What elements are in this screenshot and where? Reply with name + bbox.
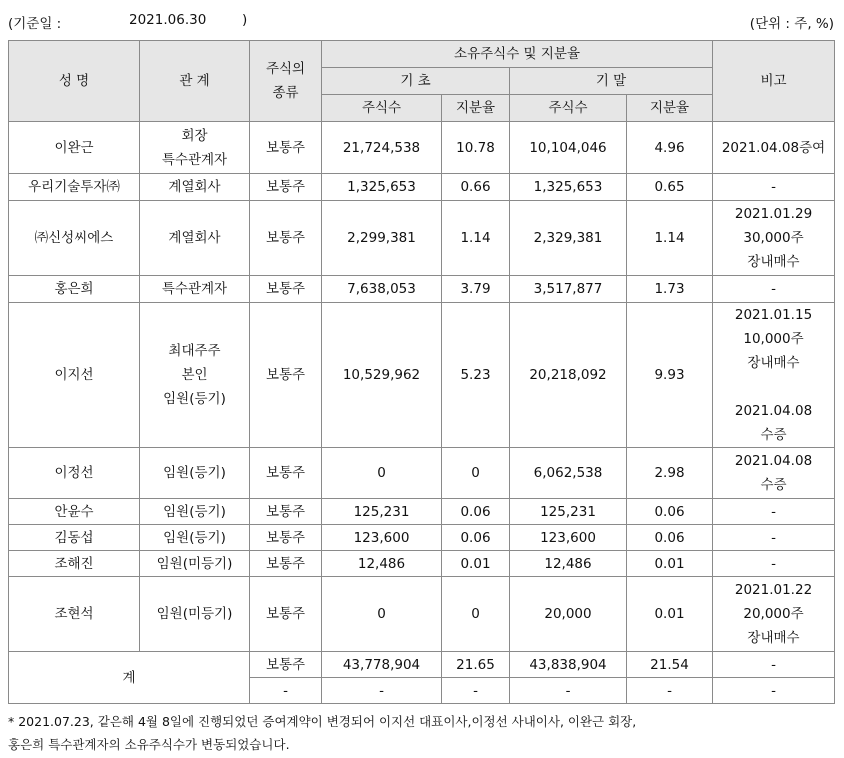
cell-begin-ratio: 0 [442, 577, 510, 652]
cell-name: 이지선 [9, 303, 140, 448]
cell-begin-shares: 43,778,904 [322, 652, 442, 678]
table-row [9, 499, 835, 525]
cell-remarks-line: 2021.01.22 [734, 582, 813, 598]
cell-remarks-line: 2021.01.29 [734, 206, 813, 222]
cell-remarks [713, 276, 835, 303]
header-stock-type [250, 41, 322, 122]
cell-remarks [713, 577, 835, 652]
cell-name: 이완근 [9, 122, 140, 174]
cell-remarks [713, 303, 835, 448]
cell-relation [140, 525, 250, 551]
header-relation: 관 계 [140, 41, 250, 122]
cell-remarks [713, 499, 835, 525]
cell-remarks-line: 장내매수 [747, 254, 800, 270]
cell-remarks-line: - [771, 179, 776, 195]
cell-begin-ratio: 21.65 [442, 652, 510, 678]
cell-remarks-line: 30,000주 [743, 230, 804, 246]
table-row [9, 276, 835, 303]
cell-relation [140, 122, 250, 174]
cell-relation-line: 임원(미등기) [156, 606, 233, 622]
cell-begin-shares: 12,486 [322, 551, 442, 577]
cell-name: 홍은희 [9, 276, 140, 303]
cell-remarks-line: 10,000주 [743, 331, 804, 347]
cell-begin-ratio: 0.06 [442, 499, 510, 525]
cell-end-ratio: 1.73 [627, 276, 713, 303]
basis-date-label: (기준일 : [8, 16, 62, 32]
cell-remarks-line: 장내매수 [747, 355, 800, 371]
cell-end-shares: 1,325,653 [510, 174, 627, 201]
cell-remarks: - [713, 678, 835, 704]
cell-stock-type: 보통주 [250, 201, 322, 276]
cell-remarks-line: - [771, 555, 776, 572]
cell-stock-type: 보통주 [250, 122, 322, 174]
cell-begin-ratio: 0.66 [442, 174, 510, 201]
cell-end-shares: 12,486 [510, 551, 627, 577]
cell-remarks-line: 20,000주 [743, 606, 804, 622]
cell-end-shares: 123,600 [510, 525, 627, 551]
table-row [9, 122, 835, 174]
cell-remarks-line: 장내매수 [747, 630, 800, 646]
table-body [9, 122, 835, 704]
cell-begin-ratio: 3.79 [442, 276, 510, 303]
header-remarks: 비고 [713, 41, 835, 122]
cell-begin-shares: 2,299,381 [322, 201, 442, 276]
cell-begin-shares: 7,638,053 [322, 276, 442, 303]
cell-remarks [713, 551, 835, 577]
header-begin-shares: 주식수 [322, 95, 442, 122]
cell-remarks: - [713, 652, 835, 678]
cell-relation [140, 448, 250, 499]
table-row [9, 525, 835, 551]
header-begin-ratio: 지분율 [442, 95, 510, 122]
cell-remarks-line: 수증 [760, 477, 787, 493]
cell-relation-line: 임원(등기) [163, 503, 226, 520]
cell-stock-type: 보통주 [250, 303, 322, 448]
cell-end-shares: - [510, 678, 627, 704]
cell-remarks-line: 2021.04.08증여 [721, 139, 826, 156]
cell-begin-ratio: 0.01 [442, 551, 510, 577]
cell-end-ratio: 2.98 [627, 448, 713, 499]
cell-name: ㈜신성씨에스 [9, 201, 140, 276]
cell-stock-type: - [250, 678, 322, 704]
cell-end-ratio: 4.96 [627, 122, 713, 174]
cell-end-ratio: 0.06 [627, 525, 713, 551]
cell-end-shares: 6,062,538 [510, 448, 627, 499]
header-name: 성 명 [9, 41, 140, 122]
header-holdings: 소유주식수 및 지분율 [322, 41, 713, 68]
cell-name: 김동섭 [9, 525, 140, 551]
cell-relation [140, 551, 250, 577]
cell-begin-shares: 0 [322, 577, 442, 652]
table-row [9, 174, 835, 201]
cell-end-shares: 3,517,877 [510, 276, 627, 303]
cell-name: 조해진 [9, 551, 140, 577]
cell-relation [140, 201, 250, 276]
cell-begin-shares: 1,325,653 [322, 174, 442, 201]
cell-relation-line: 특수관계자 [161, 151, 228, 168]
cell-remarks-line: - [771, 529, 776, 546]
cell-relation-line: 본인 [181, 367, 208, 383]
cell-end-ratio: 0.06 [627, 499, 713, 525]
table-row [9, 448, 835, 499]
header-stock-type-line1: 주식의 [265, 61, 306, 77]
cell-relation [140, 577, 250, 652]
cell-begin-shares: 123,600 [322, 525, 442, 551]
cell-relation [140, 276, 250, 303]
cell-begin-ratio: 5.23 [442, 303, 510, 448]
cell-name: 우리기술투자㈜ [9, 174, 140, 201]
basis-date-value: 2021.06.30 [129, 12, 207, 28]
cell-end-ratio: 21.54 [627, 652, 713, 678]
cell-begin-shares: 10,529,962 [322, 303, 442, 448]
cell-relation-line: 임원(미등기) [156, 555, 233, 572]
cell-end-ratio: 1.14 [627, 201, 713, 276]
cell-remarks [713, 448, 835, 499]
cell-stock-type: 보통주 [250, 525, 322, 551]
cell-stock-type: 보통주 [250, 499, 322, 525]
cell-relation-line: 회장 [181, 127, 208, 144]
cell-relation-line: 계열회사 [168, 230, 221, 246]
cell-end-shares: 20,000 [510, 577, 627, 652]
cell-relation-line: 최대주주 [168, 343, 221, 359]
footnote-line2: 홍은희 특수관계자의 소유주식수가 변동되었습니다. [8, 737, 290, 752]
cell-begin-ratio: 0.06 [442, 525, 510, 551]
table-row [9, 201, 835, 276]
basis-date-close: ) [242, 12, 248, 28]
header-end-ratio: 지분율 [627, 95, 713, 122]
cell-relation-line: 계열회사 [168, 179, 221, 195]
cell-remarks-line: 2021.01.15 [734, 307, 813, 323]
cell-end-shares: 20,218,092 [510, 303, 627, 448]
cell-stock-type: 보통주 [250, 577, 322, 652]
shareholding-table [8, 40, 835, 704]
cell-relation-line: 임원(등기) [163, 391, 226, 407]
cell-end-ratio: 0.65 [627, 174, 713, 201]
basis-line [8, 12, 834, 30]
cell-name: 안윤수 [9, 499, 140, 525]
cell-begin-shares: 21,724,538 [322, 122, 442, 174]
cell-end-ratio: 0.01 [627, 551, 713, 577]
footnote [8, 710, 636, 756]
cell-remarks-line: 수증 [760, 427, 787, 443]
footnote-line1: * 2021.07.23, 같은해 4월 8일에 진행되었던 증여계약이 변경되어 이지선 대표이사,이정선 사내이사, 이완근 회장, [8, 714, 637, 729]
cell-remarks-line: - [771, 281, 776, 297]
cell-stock-type: 보통주 [250, 652, 322, 678]
cell-end-ratio: 9.93 [627, 303, 713, 448]
cell-stock-type: 보통주 [250, 551, 322, 577]
cell-relation-line: 임원(등기) [163, 529, 226, 546]
cell-begin-ratio: 1.14 [442, 201, 510, 276]
cell-name: 이정선 [9, 448, 140, 499]
cell-relation [140, 303, 250, 448]
cell-stock-type: 보통주 [250, 174, 322, 201]
header-beginning: 기 초 [322, 68, 510, 95]
cell-begin-shares: 125,231 [322, 499, 442, 525]
cell-remarks-line [717, 375, 830, 399]
cell-relation-line: 임원(등기) [163, 465, 226, 481]
cell-begin-ratio: - [442, 678, 510, 704]
cell-remarks-line: - [771, 503, 776, 520]
cell-remarks [713, 201, 835, 276]
cell-remarks [713, 525, 835, 551]
cell-begin-shares: - [322, 678, 442, 704]
cell-remarks [713, 174, 835, 201]
cell-relation [140, 174, 250, 201]
cell-end-shares: 2,329,381 [510, 201, 627, 276]
cell-relation-line: 특수관계자 [161, 281, 228, 297]
header-stock-type-line2: 종류 [272, 85, 299, 101]
cell-end-ratio: 0.01 [627, 577, 713, 652]
unit-label: (단위 : 주, %) [749, 16, 834, 32]
total-row [9, 652, 835, 678]
header-end-shares: 주식수 [510, 95, 627, 122]
cell-begin-ratio: 10.78 [442, 122, 510, 174]
cell-relation [140, 499, 250, 525]
cell-stock-type: 보통주 [250, 448, 322, 499]
table-row [9, 551, 835, 577]
table-row [9, 303, 835, 448]
cell-remarks-line: 2021.04.08 [734, 403, 813, 419]
cell-name: 조현석 [9, 577, 140, 652]
cell-end-shares: 125,231 [510, 499, 627, 525]
cell-end-ratio: - [627, 678, 713, 704]
cell-begin-ratio: 0 [442, 448, 510, 499]
header-ending: 기 말 [510, 68, 713, 95]
cell-remarks [713, 122, 835, 174]
table-row [9, 577, 835, 652]
cell-stock-type: 보통주 [250, 276, 322, 303]
cell-remarks-line: 2021.04.08 [734, 453, 813, 469]
cell-end-shares: 43,838,904 [510, 652, 627, 678]
cell-begin-shares: 0 [322, 448, 442, 499]
cell-end-shares: 10,104,046 [510, 122, 627, 174]
cell-total-label: 계 [9, 652, 250, 704]
